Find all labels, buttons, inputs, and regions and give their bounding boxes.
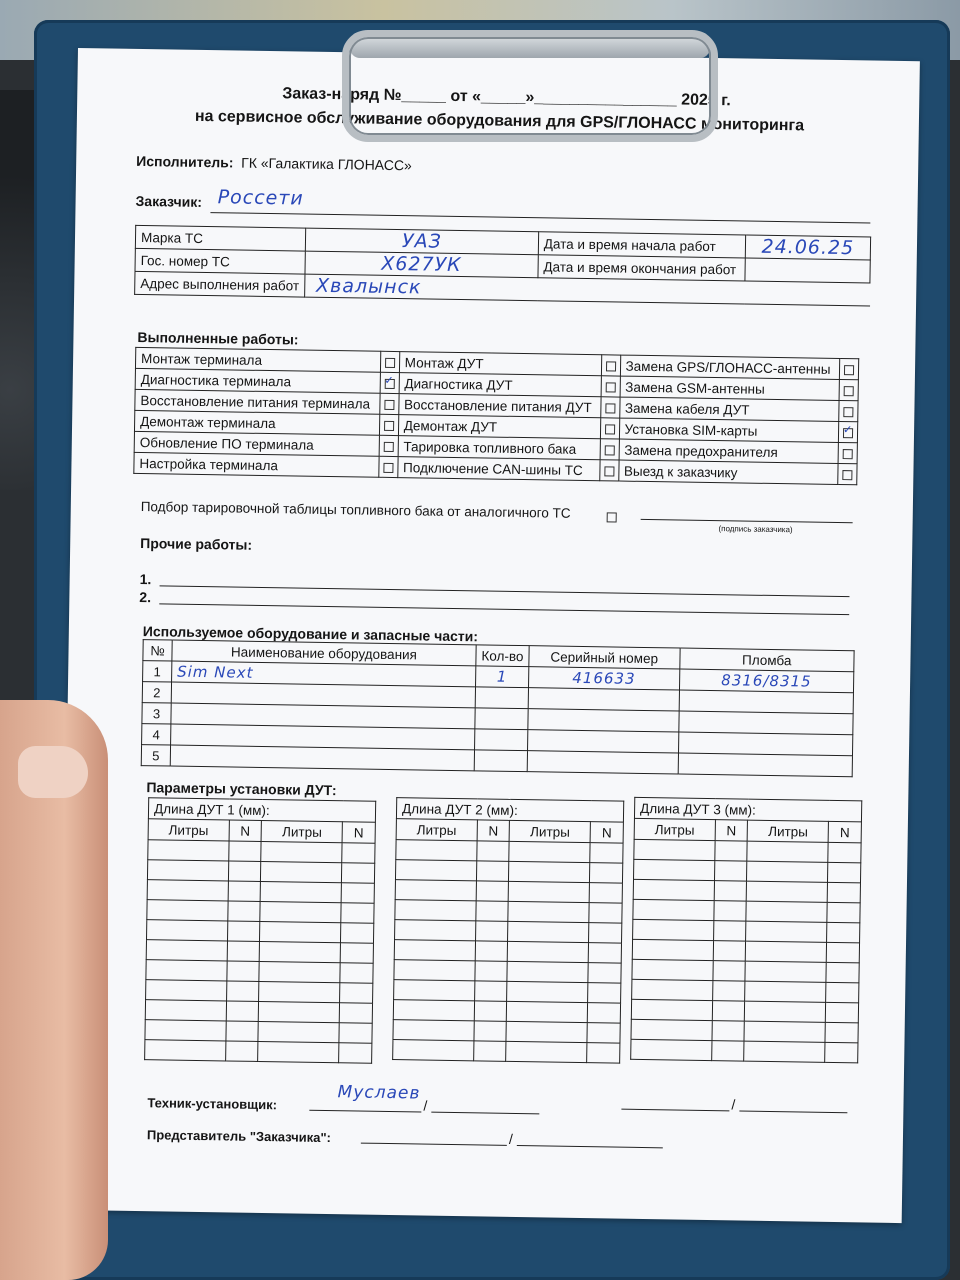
dut-cell xyxy=(475,921,508,942)
dut-cell xyxy=(747,861,828,882)
dut-cell xyxy=(827,922,860,943)
customer-line xyxy=(210,212,870,223)
dut-column-header: Литры xyxy=(510,820,591,842)
dut-cell xyxy=(261,861,342,882)
work-checkbox[interactable] xyxy=(385,358,395,368)
equipment-n-cell: 5 xyxy=(152,747,160,763)
dut-cell xyxy=(631,1019,712,1040)
dut-cell xyxy=(588,963,621,984)
work-col1-label: Обновление ПО терминала xyxy=(134,431,379,456)
dut-column-header: N xyxy=(828,821,861,843)
title-line-1: Заказ-наряд №_____ от «_____»________________ 2025 г. xyxy=(282,85,731,110)
work-checkbox-cell xyxy=(838,463,857,484)
dut-cell xyxy=(714,861,747,882)
dut-cell xyxy=(476,861,509,882)
equipment-name-cell: Sim Next xyxy=(177,662,254,682)
other-line-1 xyxy=(160,585,850,597)
work-checkbox[interactable] xyxy=(384,379,394,389)
dut-cell xyxy=(633,919,714,940)
dut-cell xyxy=(825,1002,858,1023)
dut-cell xyxy=(474,961,507,982)
dut-cell xyxy=(340,943,373,964)
equipment-qty-cell: 1 xyxy=(496,667,508,686)
other-line-2 xyxy=(159,603,849,615)
dut-cell xyxy=(393,1020,474,1041)
work-checkbox-cell xyxy=(380,351,399,372)
dut-cell xyxy=(825,1022,858,1043)
dut-cell xyxy=(633,879,714,900)
other-item-1: 1. xyxy=(139,571,152,588)
dut-table-2 xyxy=(392,797,624,1064)
dut-cell xyxy=(395,880,476,901)
dut-cell xyxy=(588,943,621,964)
customer-rep-name-line xyxy=(517,1145,663,1148)
technician-name-line xyxy=(431,1112,539,1115)
dut-cell xyxy=(826,962,859,983)
dut-cell xyxy=(260,941,341,962)
work-checkbox-cell xyxy=(838,421,857,442)
dut-cell xyxy=(827,882,860,903)
dut-cell xyxy=(713,921,746,942)
equipment-seal-cell: 8316/8315 xyxy=(721,671,812,691)
dut-column-header: Литры xyxy=(634,818,715,840)
dut-length-title: Длина ДУТ 2 (мм): xyxy=(396,798,623,823)
customer-rep-label: Представитель "Заказчика": xyxy=(146,1127,332,1146)
work-checkbox-cell xyxy=(599,460,618,481)
address-value: Хвалынск xyxy=(315,274,422,299)
dut-cell xyxy=(747,841,828,862)
work-checkbox-cell xyxy=(601,355,620,376)
work-col3-label: Замена предохранителя xyxy=(619,439,839,463)
work-col2-label: Монтаж ДУТ xyxy=(399,352,601,376)
dut-cell xyxy=(261,841,342,862)
equipment-header-cell: Наименование оборудования xyxy=(172,640,476,666)
start-value: 24.06.25 xyxy=(761,235,855,260)
work-checkbox[interactable] xyxy=(604,466,614,476)
dut-cell xyxy=(631,999,712,1020)
dut-cell xyxy=(826,982,859,1003)
work-checkbox[interactable] xyxy=(843,407,853,417)
dut-cell xyxy=(146,940,227,961)
dut-cell xyxy=(473,1041,506,1062)
dut-cell xyxy=(713,901,746,922)
signature-note: (подпись заказчика) xyxy=(718,524,793,535)
work-col3-label: Замена GPS/ГЛОНАСС-антенны xyxy=(620,355,840,379)
dut-column-header: Литры xyxy=(748,820,829,842)
dut-cell xyxy=(712,1021,745,1042)
work-col2-label: Демонтаж ДУТ xyxy=(398,415,600,439)
work-checkbox-cell xyxy=(379,435,398,456)
dut-cell xyxy=(827,902,860,923)
dut-cell xyxy=(341,883,374,904)
work-col1-label: Монтаж терминала xyxy=(135,347,380,372)
dut-cell xyxy=(147,880,228,901)
work-col1-label: Диагностика терминала xyxy=(135,368,380,393)
dut-column-header: N xyxy=(229,820,262,842)
dut-cell xyxy=(148,840,229,861)
works-heading: Выполненные работы: xyxy=(137,328,299,348)
executor-value: ГК «Галактика ГЛОНАСС» xyxy=(241,154,412,174)
dut-cell xyxy=(475,941,508,962)
work-checkbox[interactable] xyxy=(604,445,614,455)
dut-cell xyxy=(714,881,747,902)
dut-cell xyxy=(394,960,475,981)
equipment-header-cell: Пломба xyxy=(679,648,854,672)
title-line-2: на сервисное обслуживание оборудования для GPS/ГЛОНАСС мониторинга xyxy=(194,107,805,135)
dut-cell xyxy=(509,841,590,862)
customer-label: Заказчик: xyxy=(135,192,203,210)
dut-column-header: Литры xyxy=(148,819,229,841)
customer-value: Россети xyxy=(217,186,304,210)
work-checkbox[interactable] xyxy=(844,386,854,396)
works-table xyxy=(133,347,859,485)
dut-cell xyxy=(227,921,260,942)
dut-cell xyxy=(744,1021,825,1042)
work-checkbox[interactable] xyxy=(842,470,852,480)
dut-cell xyxy=(825,1042,858,1063)
technician-label: Техник-установщик: xyxy=(147,1095,278,1113)
extra-line-2 xyxy=(739,1111,847,1114)
dut-cell xyxy=(745,961,826,982)
dut-heading: Параметры установки ДУТ: xyxy=(146,779,337,799)
dut-cell xyxy=(146,980,227,1001)
extra-work-label: Подбор тарировочной таблицы топливного бака от аналогичного ТС xyxy=(140,499,571,521)
work-checkbox-cell xyxy=(839,400,858,421)
dut-cell xyxy=(745,981,826,1002)
dut-cell xyxy=(395,900,476,921)
work-col1-label: Демонтаж терминала xyxy=(134,410,379,435)
dut-cell xyxy=(509,881,590,902)
dut-cell xyxy=(589,903,622,924)
dut-cell xyxy=(225,1041,258,1062)
work-checkbox[interactable] xyxy=(384,421,394,431)
dut-cell xyxy=(341,923,374,944)
extra-work-checkbox[interactable] xyxy=(607,512,617,522)
dut-length-title: Длина ДУТ 3 (мм): xyxy=(634,797,861,822)
dut-cell xyxy=(339,1023,372,1044)
dut-cell xyxy=(589,883,622,904)
extra-slash: / xyxy=(731,1096,736,1113)
work-col3-label: Замена кабеля ДУТ xyxy=(619,397,839,421)
dut-column-header: Литры xyxy=(396,819,477,841)
work-checkbox[interactable] xyxy=(843,449,853,459)
dut-cell xyxy=(744,1041,825,1062)
dut-cell xyxy=(394,980,475,1001)
dut-cell xyxy=(340,963,373,984)
work-checkbox-cell xyxy=(600,439,619,460)
work-checkbox-cell xyxy=(839,359,858,380)
dut-cell xyxy=(474,1021,507,1042)
work-checkbox[interactable] xyxy=(383,442,393,452)
dut-cell xyxy=(711,1041,744,1062)
dut-table-3 xyxy=(630,797,862,1064)
dut-cell xyxy=(506,1041,587,1062)
work-col1-label: Восстановление питания терминала xyxy=(135,389,380,414)
equipment-n-cell: 2 xyxy=(153,684,161,700)
equipment-n-cell: 4 xyxy=(152,726,160,742)
dut-cell xyxy=(508,921,589,942)
other-item-2: 2. xyxy=(139,589,152,606)
dut-cell xyxy=(476,841,509,862)
dut-cell xyxy=(713,961,746,982)
end-value xyxy=(745,258,871,283)
work-checkbox[interactable] xyxy=(843,428,853,438)
dut-cell xyxy=(147,900,228,921)
work-col3-label: Установка SIM-карты xyxy=(619,418,839,442)
dut-length-title: Длина ДУТ 1 (мм): xyxy=(148,798,375,823)
dut-cell xyxy=(227,941,260,962)
dut-cell xyxy=(341,863,374,884)
customer-signature-line xyxy=(641,519,853,523)
dut-cell xyxy=(746,921,827,942)
dut-cell xyxy=(633,899,714,920)
dut-cell xyxy=(508,901,589,922)
dut-cell xyxy=(590,863,623,884)
dut-cell xyxy=(589,923,622,944)
technician-signature-line xyxy=(309,1110,421,1113)
dut-cell xyxy=(745,1001,826,1022)
dut-cell xyxy=(828,842,861,863)
dut-cell xyxy=(228,861,261,882)
end-label: Дата и время окончания работ xyxy=(538,255,745,281)
dut-cell xyxy=(342,843,375,864)
dut-cell xyxy=(587,1003,620,1024)
dut-cell xyxy=(393,1040,474,1061)
dut-cell xyxy=(394,940,475,961)
plate-value: Х627УК xyxy=(381,252,462,277)
equipment-table xyxy=(141,639,855,777)
dut-cell xyxy=(259,961,340,982)
dut-cell xyxy=(632,979,713,1000)
dut-cell xyxy=(747,881,828,902)
customer-rep-slash: / xyxy=(508,1130,513,1147)
dut-column-header: N xyxy=(477,820,510,842)
dut-cell xyxy=(587,1043,620,1064)
work-col2-label: Подключение CAN-шины ТС xyxy=(397,457,599,481)
dut-column-header: N xyxy=(715,820,748,842)
dut-cell xyxy=(634,859,715,880)
clipboard-clip xyxy=(342,30,718,142)
dut-cell xyxy=(474,1001,507,1022)
dut-cell xyxy=(476,881,509,902)
dut-cell xyxy=(506,1021,587,1042)
executor-label: Исполнитель: xyxy=(136,152,234,171)
extra-line-1 xyxy=(621,1109,729,1112)
work-checkbox-cell xyxy=(378,456,397,477)
work-col3-label: Замена GSM-антенны xyxy=(620,376,840,400)
dut-cell xyxy=(147,860,228,881)
work-checkbox[interactable] xyxy=(844,365,854,375)
work-checkbox-cell xyxy=(839,380,858,401)
table-row xyxy=(393,1040,620,1064)
dut-cell xyxy=(631,1039,712,1060)
work-checkbox-cell xyxy=(600,418,619,439)
work-checkbox-cell xyxy=(600,397,619,418)
equipment-header-cell: № xyxy=(143,640,172,661)
work-col2-label: Тарировка топливного бака xyxy=(398,436,600,460)
dut-cell xyxy=(145,1000,226,1021)
dut-cell xyxy=(509,861,590,882)
dut-cell xyxy=(826,942,859,963)
dut-cell xyxy=(395,860,476,881)
dut-column-header: Литры xyxy=(262,820,343,842)
work-col2-label: Диагностика ДУТ xyxy=(399,373,601,397)
equipment-heading: Используемое оборудование и запасные части: xyxy=(142,623,479,645)
dut-cell xyxy=(259,1001,340,1022)
dut-cell xyxy=(227,901,260,922)
vehicle-table xyxy=(134,225,871,307)
dut-cell xyxy=(714,841,747,862)
dut-cell xyxy=(258,1041,339,1062)
dut-cell xyxy=(712,1001,745,1022)
start-label: Дата и время начала работ xyxy=(538,232,745,258)
equipment-n-cell: 1 xyxy=(153,663,161,679)
dut-cell xyxy=(475,901,508,922)
technician-slash: / xyxy=(423,1097,428,1114)
work-checkbox[interactable] xyxy=(383,463,393,473)
dut-cell xyxy=(746,941,827,962)
dut-cell xyxy=(225,1021,258,1042)
dut-cell xyxy=(226,981,259,1002)
dut-cell xyxy=(828,862,861,883)
dut-cell xyxy=(340,983,373,1004)
equipment-serial-cell: 416633 xyxy=(572,668,636,688)
dut-column-header: N xyxy=(590,822,623,844)
dut-table-1 xyxy=(144,797,376,1064)
dut-cell xyxy=(393,1000,474,1021)
dut-cell xyxy=(226,961,259,982)
dut-cell xyxy=(261,881,342,902)
work-checkbox[interactable] xyxy=(605,424,615,434)
work-order-sheet xyxy=(60,48,920,1223)
dut-cell xyxy=(341,903,374,924)
dut-cell xyxy=(712,981,745,1002)
dut-cell xyxy=(746,901,827,922)
thumb-nail xyxy=(18,746,88,798)
work-col1-label: Настройка терминала xyxy=(134,452,379,477)
dut-cell xyxy=(508,941,589,962)
work-checkbox[interactable] xyxy=(606,361,616,371)
dut-cell xyxy=(507,981,588,1002)
brand-value: УАЗ xyxy=(401,230,442,253)
dut-cell xyxy=(507,961,588,982)
dut-cell xyxy=(632,959,713,980)
work-col3-label: Выезд к заказчику xyxy=(618,460,838,484)
other-works-heading: Прочие работы: xyxy=(140,535,253,553)
work-checkbox-cell xyxy=(379,414,398,435)
dut-cell xyxy=(395,920,476,941)
dut-cell xyxy=(713,941,746,962)
work-checkbox[interactable] xyxy=(384,400,394,410)
dut-cell xyxy=(260,921,341,942)
work-checkbox-cell xyxy=(601,376,620,397)
dut-cell xyxy=(507,1001,588,1022)
work-checkbox-cell xyxy=(379,393,398,414)
dut-cell xyxy=(588,983,621,1004)
work-checkbox-cell xyxy=(838,442,857,463)
table-row xyxy=(631,1039,858,1063)
dut-cell xyxy=(260,901,341,922)
dut-cell xyxy=(396,840,477,861)
technician-signature: Муслаев xyxy=(337,1082,421,1104)
dut-cell xyxy=(339,1003,372,1024)
dut-cell xyxy=(228,881,261,902)
work-col2-label: Восстановление питания ДУТ xyxy=(398,394,600,418)
brand-label: Марка ТС xyxy=(135,225,305,251)
equipment-header-cell: Серийный номер xyxy=(529,646,680,669)
work-checkbox[interactable] xyxy=(605,382,615,392)
dut-cell xyxy=(590,843,623,864)
work-checkbox[interactable] xyxy=(605,403,615,413)
dut-cell xyxy=(259,981,340,1002)
equipment-header-cell: Кол-во xyxy=(476,645,529,667)
plate-label: Гос. номер ТС xyxy=(135,248,305,274)
dut-cell xyxy=(474,981,507,1002)
dut-column-header: N xyxy=(342,822,375,844)
dut-cell xyxy=(146,960,227,981)
dut-cell xyxy=(632,939,713,960)
dut-cell xyxy=(147,920,228,941)
work-checkbox-cell xyxy=(380,372,399,393)
dut-cell xyxy=(634,839,715,860)
dut-cell xyxy=(145,1020,226,1041)
dut-cell xyxy=(226,1001,259,1022)
dut-cell xyxy=(228,841,261,862)
dut-cell xyxy=(587,1023,620,1044)
address-label: Адрес выполнения работ xyxy=(135,271,305,297)
equipment-n-cell: 3 xyxy=(152,705,161,721)
customer-rep-signature-line xyxy=(361,1143,507,1146)
dut-cell xyxy=(339,1043,372,1064)
dut-cell xyxy=(258,1021,339,1042)
table-row xyxy=(145,1040,372,1064)
dut-cell xyxy=(145,1040,226,1061)
